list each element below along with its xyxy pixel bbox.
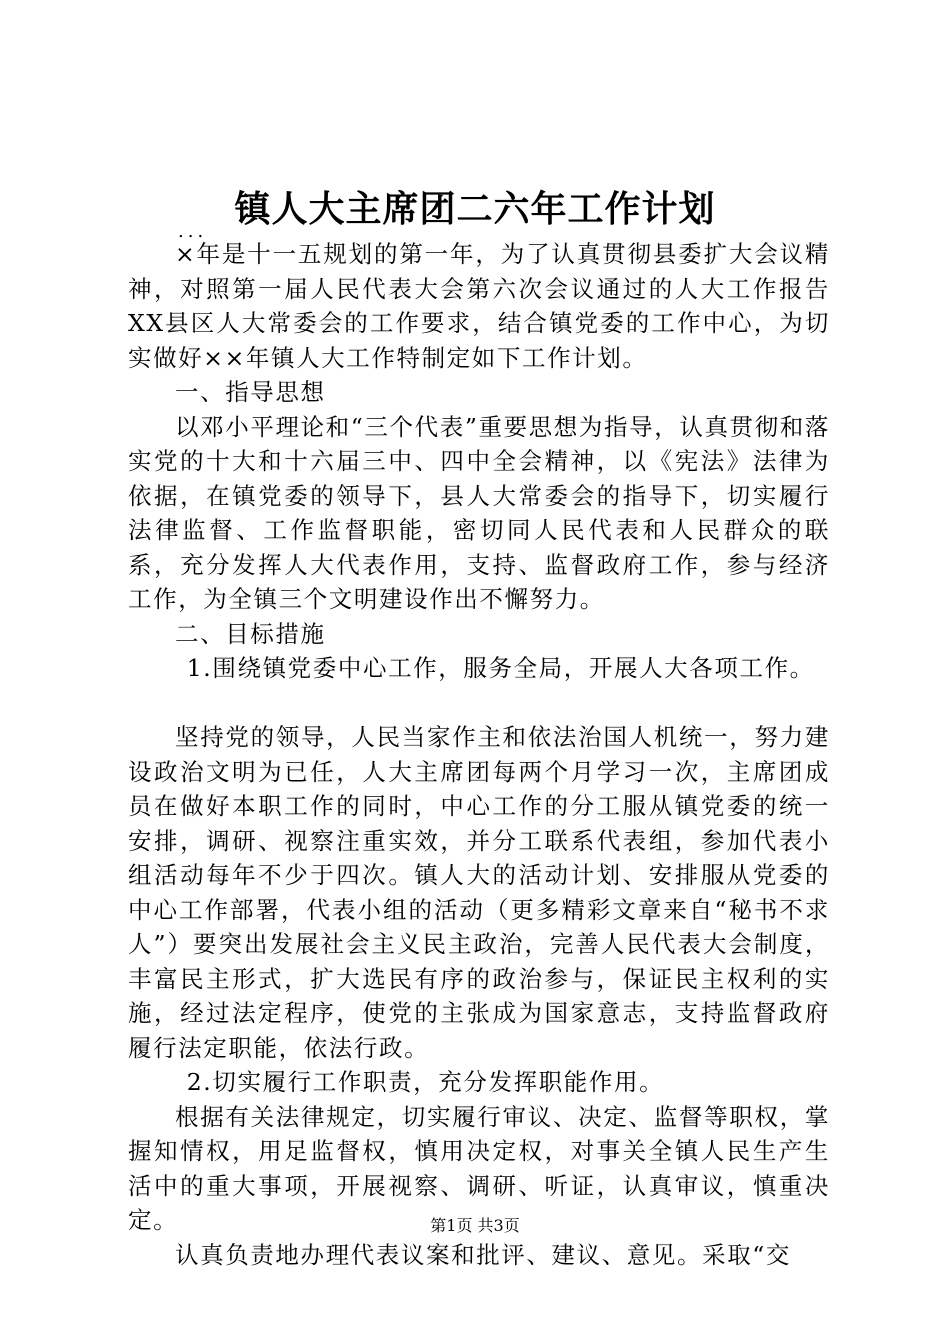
document-title: 镇人大主席团二六年工作计划 bbox=[234, 188, 716, 230]
intro-paragraph: ×年是十一五规划的第一年，为了认真贯彻县委扩大会议精神，对照第一届人民代表大会第六次会议通过的人大工作报告XX县区人大常委会的工作要求，结合镇党委的工作中心，为切实做好××年镇人大工作特制定如下工作计划。 bbox=[128, 240, 830, 372]
party-leadership-paragraph: 坚持党的领导，人民当家作主和依法治国人机统一，努力建设政治文明为已任，人大主席团每两个月学习一次，主席团成员在做好本职工作的同时，中心工作的分工服从镇党委的统一安排，调研、视察注重实效，并分工联系代表组，参加代表小组活动每年不少于四次。镇人大的活动计划、安排服从党委的中心工作部署，代表小组的活动（更多精彩文章来自“秘书不求人”）要突出发展社会主义民主政治，完善人民代表大会制度，丰富民主形式，扩大选民有序的政治参与，保证民主权利的实施，经过法定程序，使党的主张成为国家意志，支持监督政府履行法定职能，依法行政。 bbox=[128, 723, 830, 1062]
ellipsis-marker: ... bbox=[178, 221, 208, 242]
subsection-heading-1: 1.围绕镇党委中心工作，服务全局，开展人大各项工作。 bbox=[186, 654, 815, 682]
subsection-heading-2: 2.切实履行工作职责，充分发挥职能作用。 bbox=[186, 1068, 665, 1096]
section-heading-goals-measures: 二、目标措施 bbox=[175, 619, 326, 648]
guiding-ideology-paragraph: 以邓小平理论和“三个代表”重要思想为指导，认真贯彻和落实党的十大和十六届三中、四中全会精神，以《宪法》法律为依据，在镇党委的领导下，县人大常委会的指导下，切实履行法律监督、工作监督职能，密切同人民代表和人民群众的联系，充分发挥人大代表作用，支持、监督政府工作，参与经济工作，为全镇三个文明建设作出不懈努力。 bbox=[128, 412, 830, 613]
section-heading-guiding-ideology: 一、指导思想 bbox=[175, 378, 326, 406]
page-footer: 第1页 共3页 bbox=[430, 1216, 520, 1235]
document-body bbox=[128, 237, 830, 1272]
blank-line bbox=[128, 686, 830, 721]
duties-paragraph: 根据有关法律规定，切实履行审议、决定、监督等职权，掌握知情权，用足监督权，慎用决定权，对事关全镇人民生产生活中的重大事项，开展视察、调研、听证，认真审议，慎重决定。 bbox=[128, 1102, 830, 1234]
proposals-paragraph: 认真负责地办理代表议案和批评、建议、意见。采取“交 bbox=[175, 1240, 792, 1269]
